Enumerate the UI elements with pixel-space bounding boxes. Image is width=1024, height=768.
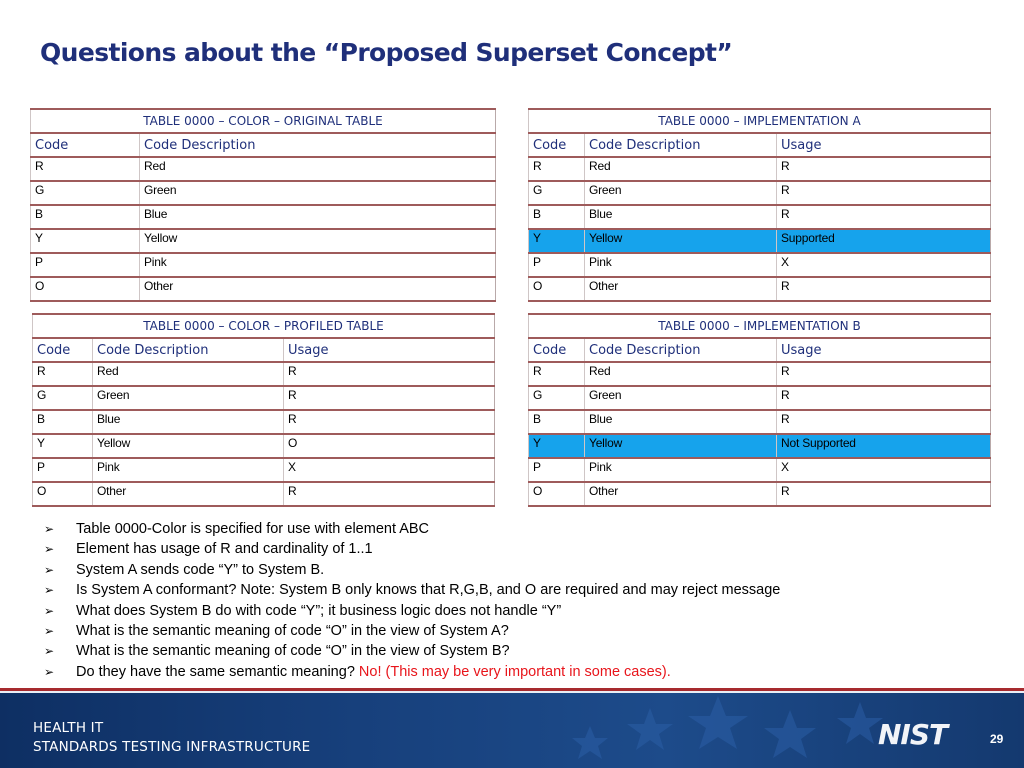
table-row <box>33 386 495 410</box>
table-row <box>529 277 991 301</box>
usage-cell: R <box>777 277 991 301</box>
usage-cell: R <box>777 410 991 434</box>
description-cell: Yellow <box>585 434 777 458</box>
description-cell: Red <box>585 362 777 386</box>
code-cell: P <box>529 458 585 482</box>
table-row <box>529 253 991 277</box>
description-cell: Blue <box>585 410 777 434</box>
description-cell: Other <box>93 482 284 506</box>
column-header-code: Code <box>31 133 140 157</box>
description-cell: Blue <box>93 410 284 434</box>
footer-banner <box>0 688 1024 768</box>
code-cell: B <box>33 410 93 434</box>
description-cell: Green <box>93 386 284 410</box>
usage-cell: O <box>284 434 495 458</box>
description-cell: Green <box>585 181 777 205</box>
table-row <box>529 482 991 506</box>
table-row <box>31 181 496 205</box>
usage-cell: Supported <box>777 229 991 253</box>
table-row <box>33 362 495 386</box>
table-caption: TABLE 0000 – COLOR – ORIGINAL TABLE <box>31 109 496 133</box>
table-row <box>33 482 495 506</box>
column-header-code: Code <box>529 133 585 157</box>
table-row <box>529 410 991 434</box>
description-cell: Yellow <box>140 229 496 253</box>
bullet-list <box>44 519 780 682</box>
description-cell: Pink <box>585 253 777 277</box>
description-cell: Blue <box>140 205 496 229</box>
implementation-b-table <box>528 313 991 507</box>
emphasis-text: No! (This may be very important in some cases). <box>358 663 671 680</box>
code-cell: P <box>529 253 585 277</box>
slide-title: Questions about the “Proposed Superset Concept” <box>40 38 733 67</box>
column-header-description: Code Description <box>93 338 284 362</box>
page-number: 29 <box>990 732 1004 746</box>
usage-cell: X <box>284 458 495 482</box>
table-row <box>31 229 496 253</box>
implementation-a-table <box>528 108 991 302</box>
column-header-description: Code Description <box>140 133 496 157</box>
usage-cell: X <box>777 253 991 277</box>
description-cell: Red <box>93 362 284 386</box>
table-row <box>31 205 496 229</box>
description-cell: Yellow <box>585 229 777 253</box>
code-cell: R <box>33 362 93 386</box>
footer-line-standards: STANDARDS TESTING INFRASTRUCTURE <box>33 739 311 755</box>
code-cell: P <box>33 458 93 482</box>
usage-cell: R <box>284 386 495 410</box>
code-cell: O <box>529 277 585 301</box>
table-row <box>31 157 496 181</box>
column-header-usage: Usage <box>777 338 991 362</box>
table-row <box>31 253 496 277</box>
table-caption: TABLE 0000 – IMPLEMENTATION A <box>529 109 991 133</box>
table-row <box>33 410 495 434</box>
table-row <box>529 157 991 181</box>
usage-cell: R <box>777 205 991 229</box>
original-table <box>30 108 496 302</box>
description-cell: Other <box>585 277 777 301</box>
usage-cell: R <box>777 482 991 506</box>
code-cell: R <box>31 157 140 181</box>
description-cell: Red <box>585 157 777 181</box>
nist-logo: NIST <box>878 718 948 751</box>
highlighted-table-row <box>529 229 991 253</box>
usage-cell: R <box>777 386 991 410</box>
bullet-item: ➢ What does System B do with code “Y”; it business logic does not handle “Y” <box>44 601 780 621</box>
highlighted-table-row <box>529 434 991 458</box>
bullet-item: ➢ What is the semantic meaning of code “O” in the view of System B? <box>44 641 780 661</box>
code-cell: G <box>31 181 140 205</box>
usage-cell: X <box>777 458 991 482</box>
description-cell: Other <box>140 277 496 301</box>
column-header-description: Code Description <box>585 338 777 362</box>
bullet-item: ➢ System A sends code “Y” to System B. <box>44 560 780 580</box>
bullet-item: ➢ Do they have the same semantic meaning? No! (This may be very important in some cases). <box>44 662 780 682</box>
arrow-bullet-icon: ➢ <box>44 603 55 618</box>
table-caption: TABLE 0000 – COLOR – PROFILED TABLE <box>33 314 495 338</box>
column-header-usage: Usage <box>284 338 495 362</box>
description-cell: Pink <box>140 253 496 277</box>
usage-cell: Not Supported <box>777 434 991 458</box>
table-row <box>529 458 991 482</box>
description-cell: Other <box>585 482 777 506</box>
code-cell: O <box>529 482 585 506</box>
arrow-bullet-icon: ➢ <box>44 644 55 659</box>
code-cell: O <box>33 482 93 506</box>
code-cell: B <box>31 205 140 229</box>
code-cell: Y <box>33 434 93 458</box>
bullet-item: ➢ Element has usage of R and cardinality of 1..1 <box>44 539 780 559</box>
arrow-bullet-icon: ➢ <box>44 664 55 679</box>
arrow-bullet-icon: ➢ <box>44 583 55 598</box>
code-cell: G <box>529 386 585 410</box>
code-cell: G <box>529 181 585 205</box>
code-cell: O <box>31 277 140 301</box>
description-cell: Pink <box>585 458 777 482</box>
table-row <box>529 386 991 410</box>
code-cell: B <box>529 205 585 229</box>
code-cell: R <box>529 157 585 181</box>
stars-decoration-icon <box>0 688 1024 768</box>
description-cell: Green <box>140 181 496 205</box>
code-cell: Y <box>529 434 585 458</box>
footer-line-health-it: HEALTH IT <box>33 720 104 736</box>
column-header-usage: Usage <box>777 133 991 157</box>
code-cell: R <box>529 362 585 386</box>
table-row <box>33 458 495 482</box>
description-cell: Yellow <box>93 434 284 458</box>
usage-cell: R <box>777 362 991 386</box>
usage-cell: R <box>284 482 495 506</box>
table-row <box>31 277 496 301</box>
code-cell: B <box>529 410 585 434</box>
description-cell: Blue <box>585 205 777 229</box>
usage-cell: R <box>777 157 991 181</box>
table-caption: TABLE 0000 – IMPLEMENTATION B <box>529 314 991 338</box>
description-cell: Red <box>140 157 496 181</box>
column-header-code: Code <box>33 338 93 362</box>
column-header-description: Code Description <box>585 133 777 157</box>
description-cell: Pink <box>93 458 284 482</box>
column-header-code: Code <box>529 338 585 362</box>
arrow-bullet-icon: ➢ <box>44 623 55 638</box>
arrow-bullet-icon: ➢ <box>44 562 55 577</box>
usage-cell: R <box>284 362 495 386</box>
bullet-item: ➢ What is the semantic meaning of code “O” in the view of System A? <box>44 621 780 641</box>
usage-cell: R <box>284 410 495 434</box>
code-cell: Y <box>31 229 140 253</box>
arrow-bullet-icon: ➢ <box>44 542 55 557</box>
code-cell: G <box>33 386 93 410</box>
arrow-bullet-icon: ➢ <box>44 522 55 536</box>
profiled-table <box>32 313 495 507</box>
description-cell: Green <box>585 386 777 410</box>
table-row <box>33 434 495 458</box>
bullet-item: ➢ Table 0000-Color is specified for use with element ABC <box>44 519 780 539</box>
bullet-item: ➢ Is System A conformant? Note: System B only knows that R,G,B, and O are required and may reject message <box>44 580 780 600</box>
code-cell: P <box>31 253 140 277</box>
table-row <box>529 362 991 386</box>
code-cell: Y <box>529 229 585 253</box>
table-row <box>529 205 991 229</box>
table-row <box>529 181 991 205</box>
usage-cell: R <box>777 181 991 205</box>
